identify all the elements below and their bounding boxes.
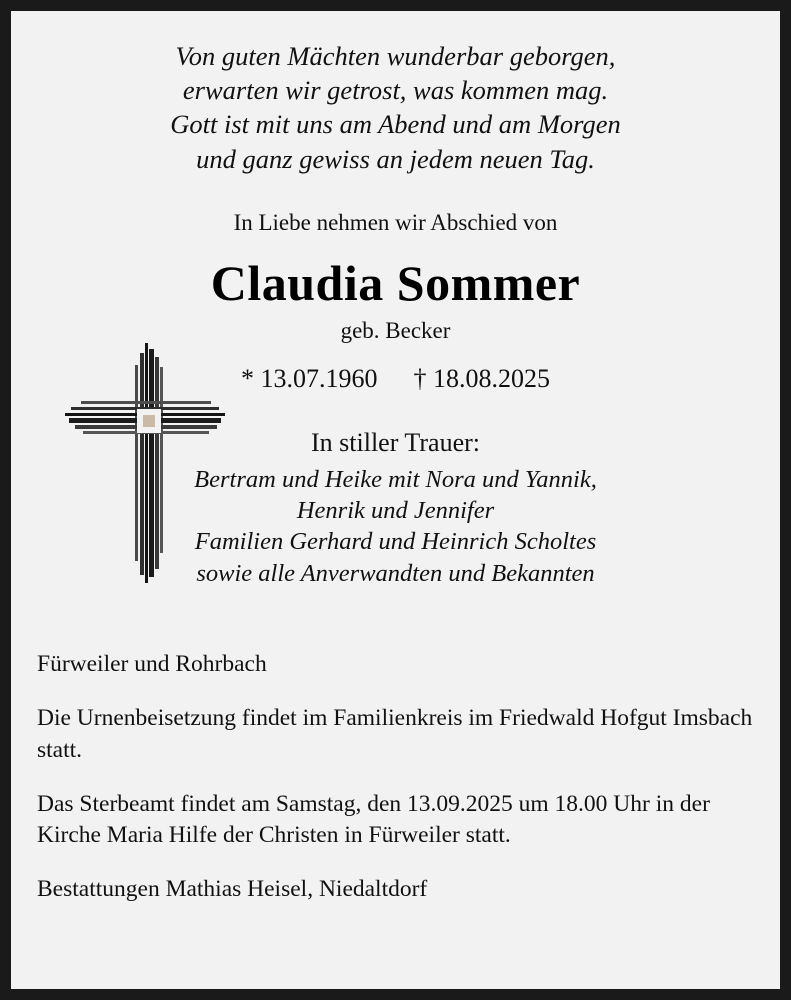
footer-block <box>37 649 758 906</box>
deceased-name: Claudia Sommer <box>210 254 581 311</box>
mourner-line-3: Familien Gerhard und Heinrich Scholtes <box>194 528 597 556</box>
poem-line-1: Von guten Mächten wunderbar geborgen, <box>175 41 616 71</box>
footer-mass: Das Sterbeamt findet am Samstag, den 13.09.2025 um 18.00 Uhr in der Kirche Maria Hilfe der Christen in Fürweiler statt. <box>37 790 710 848</box>
poem-line-4: und ganz gewiss an jedem neuen Tag. <box>196 143 595 174</box>
footer-burial: Die Urnenbeisetzung findet im Familienkreis im Friedwald Hofgut Imsbach statt. <box>37 705 753 763</box>
farewell-line: In Liebe nehmen wir Abschied von <box>233 209 558 235</box>
footer-places: Fürweiler und Rohrbach <box>37 651 267 677</box>
mourner-line-4: sowie alle Anverwandten und Bekannten <box>196 559 595 587</box>
mourner-line-1: Bertram und Heike mit Nora und Yannik, <box>194 465 597 493</box>
death-date: † 18.08.2025 <box>413 363 550 393</box>
notice-inner <box>11 11 780 989</box>
footer-undertaker: Bestattungen Mathias Heisel, Niedaltdorf <box>37 876 428 903</box>
poem-line-2: erwarten wir getrost, was kommen mag. <box>182 75 609 106</box>
mourner-line-2: Henrik und Jennifer <box>296 497 495 525</box>
poem-line-3: Gott ist mit uns am Abend und am Morgen <box>170 109 621 140</box>
birth-date: * 13.07.1960 <box>241 363 378 393</box>
cross-illustration <box>57 331 237 591</box>
mourning-title: In stiller Trauer: <box>311 427 480 457</box>
deceased-maiden-name: geb. Becker <box>340 317 451 343</box>
cross-icon <box>57 331 237 591</box>
poem-block <box>11 11 780 176</box>
